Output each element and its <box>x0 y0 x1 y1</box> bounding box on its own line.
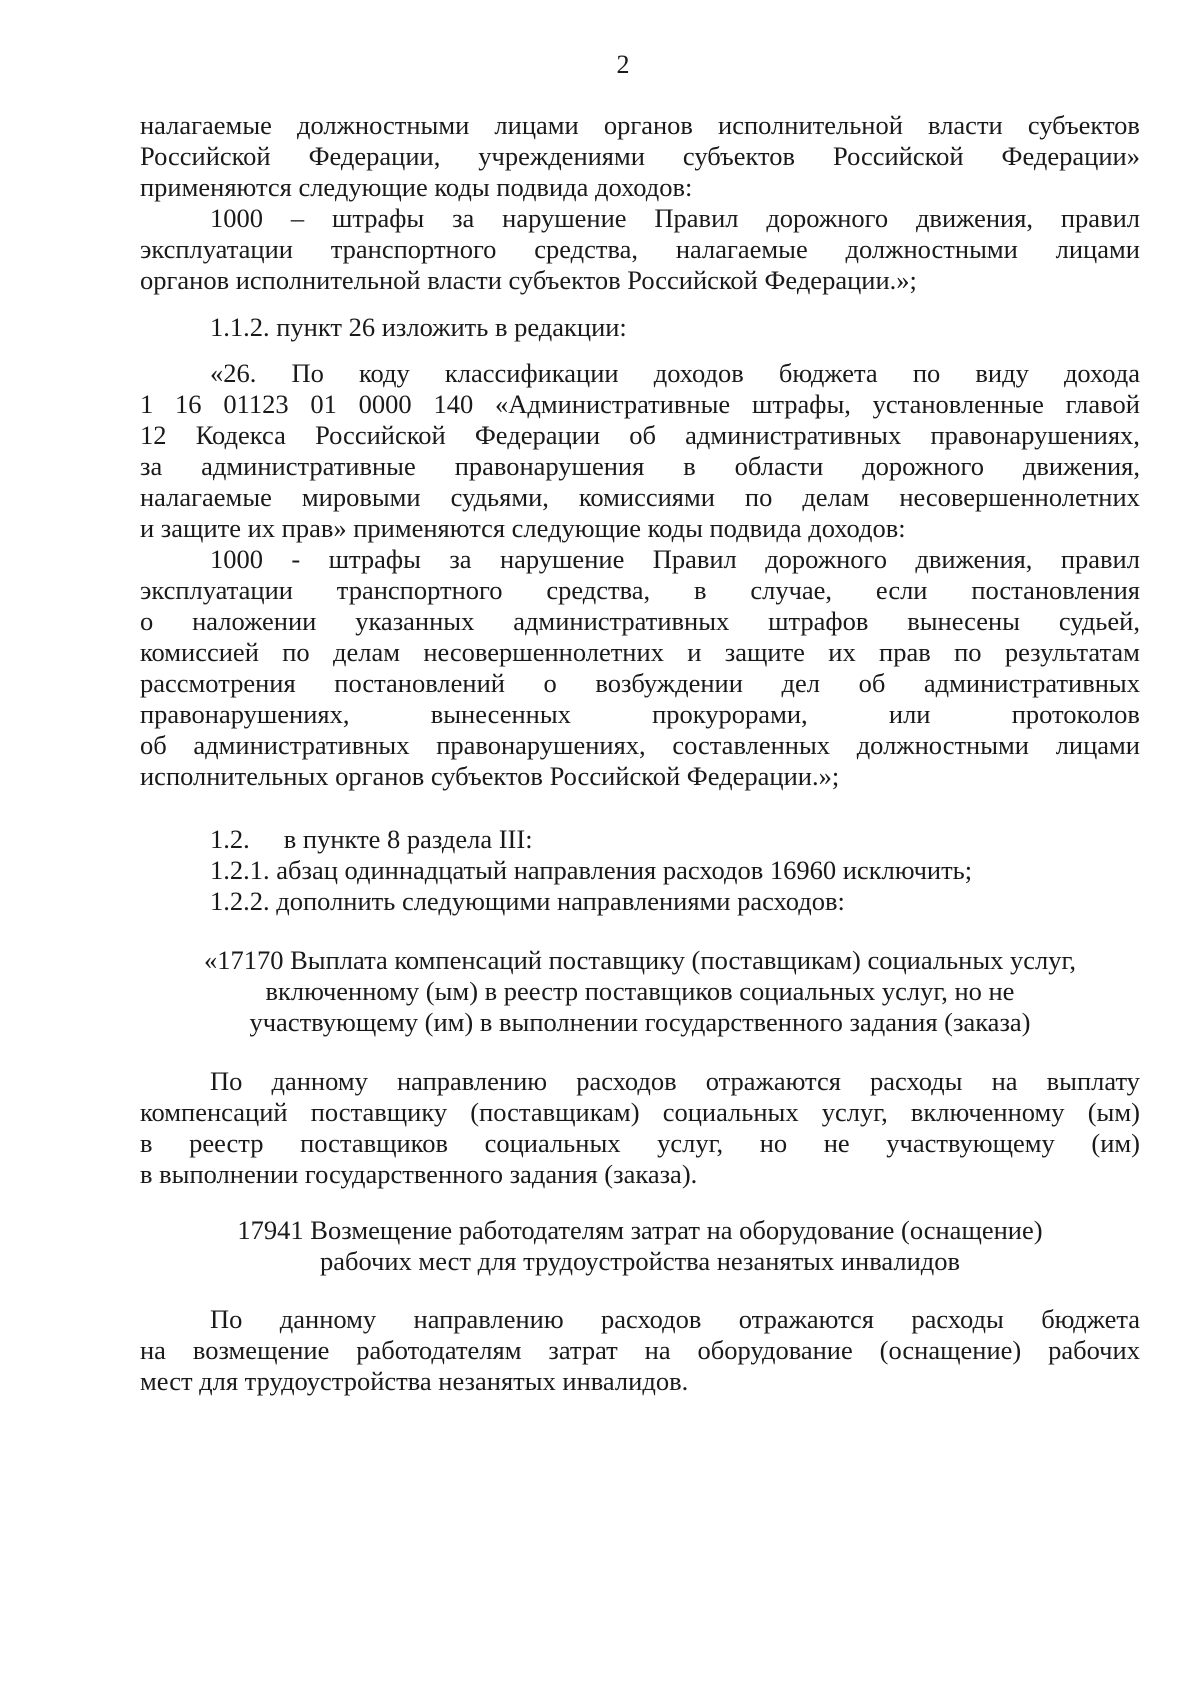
word: судьей, <box>1058 606 1140 636</box>
word: 12 <box>140 420 167 450</box>
word: налагаемые <box>140 482 272 512</box>
word: отражаются <box>705 1066 841 1096</box>
word: Федерации, <box>308 141 441 171</box>
word: наложении <box>192 606 317 636</box>
word: коду <box>359 358 410 388</box>
word: бюджета <box>778 358 878 388</box>
word: налагаемые <box>675 234 808 264</box>
text-line <box>140 1128 1140 1159</box>
heading-17170 <box>110 945 1170 1038</box>
item-1-2-1: 1.2.1. абзац одиннадцатый направления расходов 16960 исключить; <box>210 855 973 885</box>
word: об <box>858 668 886 698</box>
word: если <box>875 575 928 605</box>
word: субъектов <box>1027 110 1140 140</box>
word: участвующему <box>886 1128 1055 1158</box>
text-line <box>140 1097 1140 1128</box>
word: вынесенных <box>430 699 571 729</box>
word: расходов <box>601 1304 702 1334</box>
word: о <box>543 668 557 698</box>
word: судьями, <box>450 482 549 512</box>
text-line <box>140 699 1140 730</box>
word: на <box>140 1335 166 1365</box>
text-line <box>140 482 1140 513</box>
word: правонарушениях, <box>140 699 350 729</box>
word: правонарушения <box>454 451 645 481</box>
word: должностными <box>297 110 470 140</box>
word: делам <box>332 637 400 667</box>
word: выплату <box>1046 1066 1140 1096</box>
word: по <box>912 358 941 388</box>
word: – <box>290 203 305 233</box>
text-line <box>140 730 1140 761</box>
word: 16 <box>175 389 202 419</box>
word: виду <box>975 358 1029 388</box>
word: или <box>888 699 931 729</box>
word: (поставщикам) <box>470 1097 640 1127</box>
word: должностными <box>856 730 1029 760</box>
word: комиссиями <box>578 482 715 512</box>
word: движения, <box>915 203 1034 233</box>
text-line <box>140 203 1140 234</box>
word: мировыми <box>301 482 421 512</box>
heading-line: «17170 Выплата компенсаций поставщику (поставщикам) социальных услуг, <box>204 945 1076 975</box>
word: по <box>744 482 773 512</box>
word: административные <box>201 451 416 481</box>
word: административных <box>923 668 1140 698</box>
word: прав <box>879 637 931 667</box>
word: комиссией <box>140 637 259 667</box>
word: дорожного <box>766 203 889 233</box>
word: о <box>140 606 154 636</box>
word: работодателям <box>356 1335 522 1365</box>
word: данному <box>279 1304 377 1334</box>
word: бюджета <box>1041 1304 1140 1334</box>
word: компенсаций <box>140 1097 288 1127</box>
text-line: исполнительных органов субъектов Российской Федерации.»; <box>140 761 840 791</box>
item-number: 1.2. <box>210 824 250 854</box>
word: нарушение <box>502 203 627 233</box>
word: исполнительной <box>718 110 903 140</box>
paragraph-17170 <box>140 1066 1140 1190</box>
word: социальных <box>662 1097 799 1127</box>
word: протоколов <box>1011 699 1140 729</box>
word: административных <box>193 730 410 760</box>
word: но <box>759 1128 788 1158</box>
text-line: мест для трудоустройства незанятых инвалидов. <box>140 1366 689 1396</box>
word: прокурорами, <box>652 699 808 729</box>
word: области <box>734 451 824 481</box>
word: Правил <box>654 203 739 233</box>
word: 0000 <box>358 389 412 419</box>
word: налагаемые <box>140 110 272 140</box>
paragraph-item-26 <box>140 358 1140 792</box>
word: Российской <box>315 420 446 450</box>
text-line <box>140 544 1140 575</box>
word: штрафы <box>331 203 425 233</box>
word: указанных <box>355 606 475 636</box>
word: штрафы <box>328 544 421 574</box>
item-1-1-2 <box>140 312 1140 343</box>
word: возмещение <box>192 1335 330 1365</box>
text-line <box>140 1335 1140 1366</box>
heading-line: включенному (ым) в реестр поставщиков социальных услуг, но не <box>265 976 1015 1006</box>
word: в <box>693 575 707 605</box>
text-line: в выполнении государственного задания (заказа). <box>140 1159 698 1189</box>
text-line: применяются следующие коды подвида доходов: <box>140 172 693 202</box>
text-line <box>140 1066 1140 1097</box>
word: «26. <box>210 358 257 388</box>
word: результатам <box>1004 637 1140 667</box>
word: должностными <box>845 234 1018 264</box>
text-line <box>140 451 1140 482</box>
text-line <box>140 358 1140 389</box>
heading-line: рабочих мест для трудоустройства незанятых инвалидов <box>319 1246 961 1276</box>
word: оборудование <box>697 1335 853 1365</box>
word: Правил <box>652 544 737 574</box>
word: в <box>683 451 696 481</box>
text-line <box>140 141 1140 172</box>
word: вынесены <box>907 606 1020 636</box>
word: социальных <box>484 1128 621 1158</box>
heading-17941 <box>140 1215 1140 1277</box>
word: несовершеннолетних <box>423 637 664 667</box>
heading-line: 17941 Возмещение работодателям затрат на оборудование (оснащение) <box>237 1215 1043 1245</box>
word: за <box>452 203 475 233</box>
word: 1000 <box>210 544 263 574</box>
word: за <box>140 451 163 481</box>
word: случае, <box>750 575 833 605</box>
word: лицами <box>494 110 579 140</box>
word: По <box>210 1304 243 1334</box>
word: власти <box>928 110 1003 140</box>
word: дорожного <box>765 544 887 574</box>
text-line <box>140 668 1140 699</box>
word: постановления <box>971 575 1140 605</box>
word: составленных <box>672 730 831 760</box>
word: эксплуатации <box>140 575 293 605</box>
word: по <box>954 637 982 667</box>
word: Кодекса <box>195 420 286 450</box>
word: Российской <box>832 141 964 171</box>
word: 1000 <box>210 203 263 233</box>
word: 01 <box>310 389 337 419</box>
word: Федерации» <box>1001 141 1140 171</box>
text-line <box>140 606 1140 637</box>
word: делам <box>802 482 870 512</box>
word: правонарушениях, <box>436 730 646 760</box>
word: направлению <box>396 1066 548 1096</box>
text-line <box>140 637 1140 668</box>
word: расходы <box>870 1066 963 1096</box>
word: штрафов <box>768 606 869 636</box>
text-line: органов исполнительной власти субъектов Российской Федерации.»; <box>140 265 917 295</box>
word: их <box>828 637 856 667</box>
item-1-2-2: 1.2.2. дополнить следующими направлениями расходов: <box>210 886 845 916</box>
item-1-2 <box>140 824 1140 855</box>
word: услуг, <box>657 1128 724 1158</box>
word: услуг, <box>821 1097 888 1127</box>
word: административных <box>685 420 902 450</box>
word: доходов <box>653 358 744 388</box>
word: дохода <box>1063 358 1140 388</box>
word: по <box>282 637 310 667</box>
word: правил <box>1060 544 1140 574</box>
word: установленные <box>872 389 1044 419</box>
word: классификации <box>444 358 619 388</box>
text-line <box>140 1304 1140 1335</box>
word: «Административные <box>494 389 731 419</box>
word: об <box>140 730 167 760</box>
word: По <box>210 1066 243 1096</box>
word: административных <box>513 606 730 636</box>
word: нарушение <box>499 544 625 574</box>
word: правонарушениях, <box>930 420 1140 450</box>
word: поставщиков <box>300 1128 448 1158</box>
heading-line: участвующему (им) в выполнении государственного задания (заказа) <box>249 1007 1031 1037</box>
word: за <box>449 544 472 574</box>
word: в <box>140 1128 153 1158</box>
word: органов <box>603 110 693 140</box>
word: лицами <box>1055 730 1140 760</box>
word: эксплуатации <box>140 234 293 264</box>
word: дорожного <box>862 451 984 481</box>
word: реестр <box>189 1128 264 1158</box>
word: расходов <box>576 1066 677 1096</box>
word: главой <box>1065 389 1140 419</box>
word: дел <box>781 668 820 698</box>
word: (им) <box>1091 1128 1140 1158</box>
word: Российской <box>140 141 271 171</box>
word: защите <box>724 637 805 667</box>
text-line: 1.1.2. пункт 26 изложить в редакции: <box>210 312 627 342</box>
word: включенному <box>910 1097 1065 1127</box>
word: средства, <box>534 234 639 264</box>
word: Федерации <box>474 420 601 450</box>
paragraph-17941 <box>140 1304 1140 1397</box>
text-line <box>140 234 1140 265</box>
word: 01123 <box>223 389 289 419</box>
word: на <box>991 1066 1018 1096</box>
word: правил <box>1060 203 1140 233</box>
text-line <box>140 420 1140 451</box>
item-1-2-list <box>140 824 1140 917</box>
word: направлению <box>413 1304 564 1334</box>
word: расходы <box>911 1304 1004 1334</box>
word: 1 <box>140 389 154 419</box>
text-line <box>140 575 1140 606</box>
page-number: 2 <box>616 50 630 79</box>
word: отражаются <box>738 1304 874 1334</box>
word: данному <box>271 1066 368 1096</box>
word: возбуждении <box>595 668 743 698</box>
word: движения, <box>915 544 1033 574</box>
word: на <box>644 1335 671 1365</box>
word: средства, <box>546 575 651 605</box>
item-text: в пункте 8 раздела III: <box>283 824 533 854</box>
word: По <box>291 358 324 388</box>
word: движения, <box>1022 451 1140 481</box>
word: затрат <box>548 1335 618 1365</box>
text-line: и защите их прав» применяются следующие коды подвида доходов: <box>140 513 906 543</box>
text-line <box>140 389 1140 420</box>
word: субъектов <box>682 141 796 171</box>
word: и <box>687 637 702 667</box>
word: учреждениями <box>478 141 645 171</box>
word: транспортного <box>336 575 503 605</box>
word: 140 <box>433 389 474 419</box>
word: транспортного <box>330 234 497 264</box>
word: поставщику <box>310 1097 448 1127</box>
word: об <box>629 420 656 450</box>
word: лицами <box>1055 234 1140 264</box>
paragraph-subject-fines <box>140 110 1140 296</box>
word: рабочих <box>1048 1335 1140 1365</box>
word: (ым) <box>1087 1097 1140 1127</box>
word: - <box>291 544 301 574</box>
word: несовершеннолетних <box>899 482 1140 512</box>
word: (оснащение) <box>879 1335 1022 1365</box>
word: штрафы, <box>751 389 851 419</box>
word: постановлений <box>334 668 505 698</box>
text-line <box>140 110 1140 141</box>
word: рассмотрения <box>140 668 296 698</box>
word: не <box>823 1128 850 1158</box>
